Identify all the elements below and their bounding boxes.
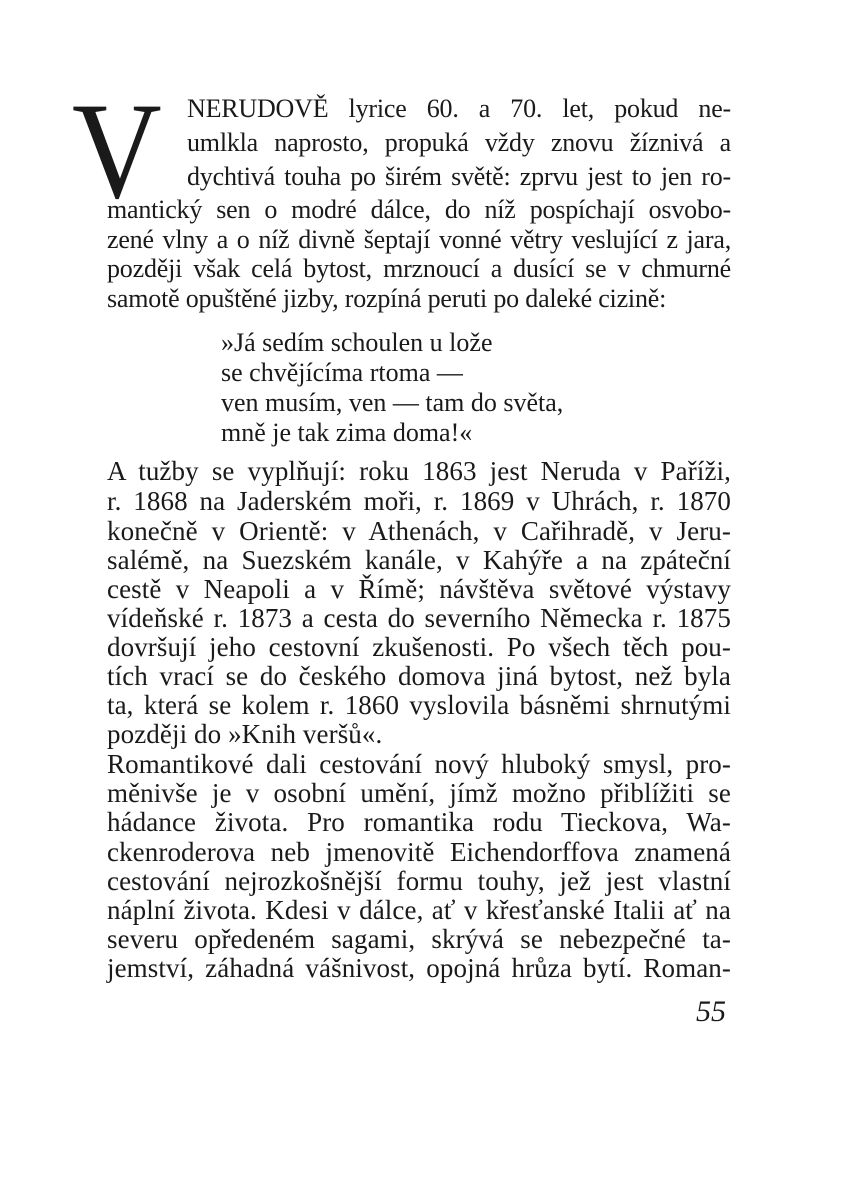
text-line: umlkla naprosto, propuká vždy znovu žíznivá a bbox=[187, 128, 731, 157]
text-line: salémě, na Suezském kanále, v Kahýře a na zpáteční bbox=[107, 545, 731, 575]
text-line: r. 1868 na Jaderském moři, r. 1869 v Uhrách, r. 1870 bbox=[107, 486, 731, 516]
page-number: 55 bbox=[696, 995, 726, 1028]
verse-line: se chvějícíma rtoma — bbox=[221, 358, 463, 387]
text-line: konečně v Orientě: v Athenách, v Cařihradě, v Jeru- bbox=[107, 516, 731, 546]
text-line: dychtivá touha po širém světě: zprvu jest to jen ro- bbox=[187, 162, 731, 191]
verse-line: ven musím, ven — tam do světa, bbox=[221, 388, 564, 417]
text-line: ta, která se kolem r. 1860 vyslovila básněmi shrnutými bbox=[107, 690, 731, 720]
verse-line: mně je tak zima doma!« bbox=[221, 418, 473, 447]
text-line: mantický sen o modré dálce, do níž pospíchají osvobo- bbox=[107, 195, 731, 224]
text-line: ckenroderova neb jmenovitě Eichendorffova znamená bbox=[107, 837, 731, 867]
text-line: jemství, záhadná vášnivost, opojná hrůza bytí. Roman- bbox=[107, 953, 731, 983]
text-line: cestování nejrozkošnější formu touhy, jež jest vlastní bbox=[107, 866, 731, 896]
verse-line: »Já sedím schoulen u lože bbox=[221, 328, 493, 357]
text-line: později však celá bytost, mrznoucí a dusící se v chmurné bbox=[107, 254, 731, 283]
text-line: NERUDOVĚ lyrice 60. a 70. let, pokud ne- bbox=[187, 94, 731, 123]
text-line: severu opředeném sagami, skrývá se nebezpečné ta- bbox=[107, 924, 731, 954]
text-line: měnivše je v osobní umění, jímž možno přiblížiti se bbox=[107, 778, 731, 808]
text-line: samotě opuštěné jizby, rozpíná peruti po daleké cizině: bbox=[107, 284, 667, 313]
text-line: dovršují jeho cestovní zkušenosti. Po všech těch pou- bbox=[107, 632, 731, 662]
text-line: zené vlny a o níž divně šeptají vonné větry veslující z jara, bbox=[107, 225, 731, 254]
drop-cap: V bbox=[72, 74, 162, 227]
text-line: A tužby se vyplňují: roku 1863 jest Neruda v Paříži, bbox=[107, 456, 731, 486]
text-line: hádance života. Pro romantika rodu Tieckova, Wa- bbox=[107, 807, 731, 837]
text-line: vídeňské r. 1873 a cesta do severního Německa r. 1875 bbox=[107, 603, 731, 633]
text-line: Romantikové dali cestování nový hluboký smysl, pro- bbox=[107, 749, 731, 779]
text-line: náplní života. Kdesi v dálce, ať v křesťanské Italii ať na bbox=[107, 895, 731, 925]
text-line: cestě v Neapoli a v Římě; návštěva světové výstavy bbox=[107, 574, 731, 604]
text-line: později do »Knih veršů«. bbox=[107, 719, 383, 749]
text-line: tích vrací se do českého domova jiná bytost, než byla bbox=[107, 661, 731, 691]
